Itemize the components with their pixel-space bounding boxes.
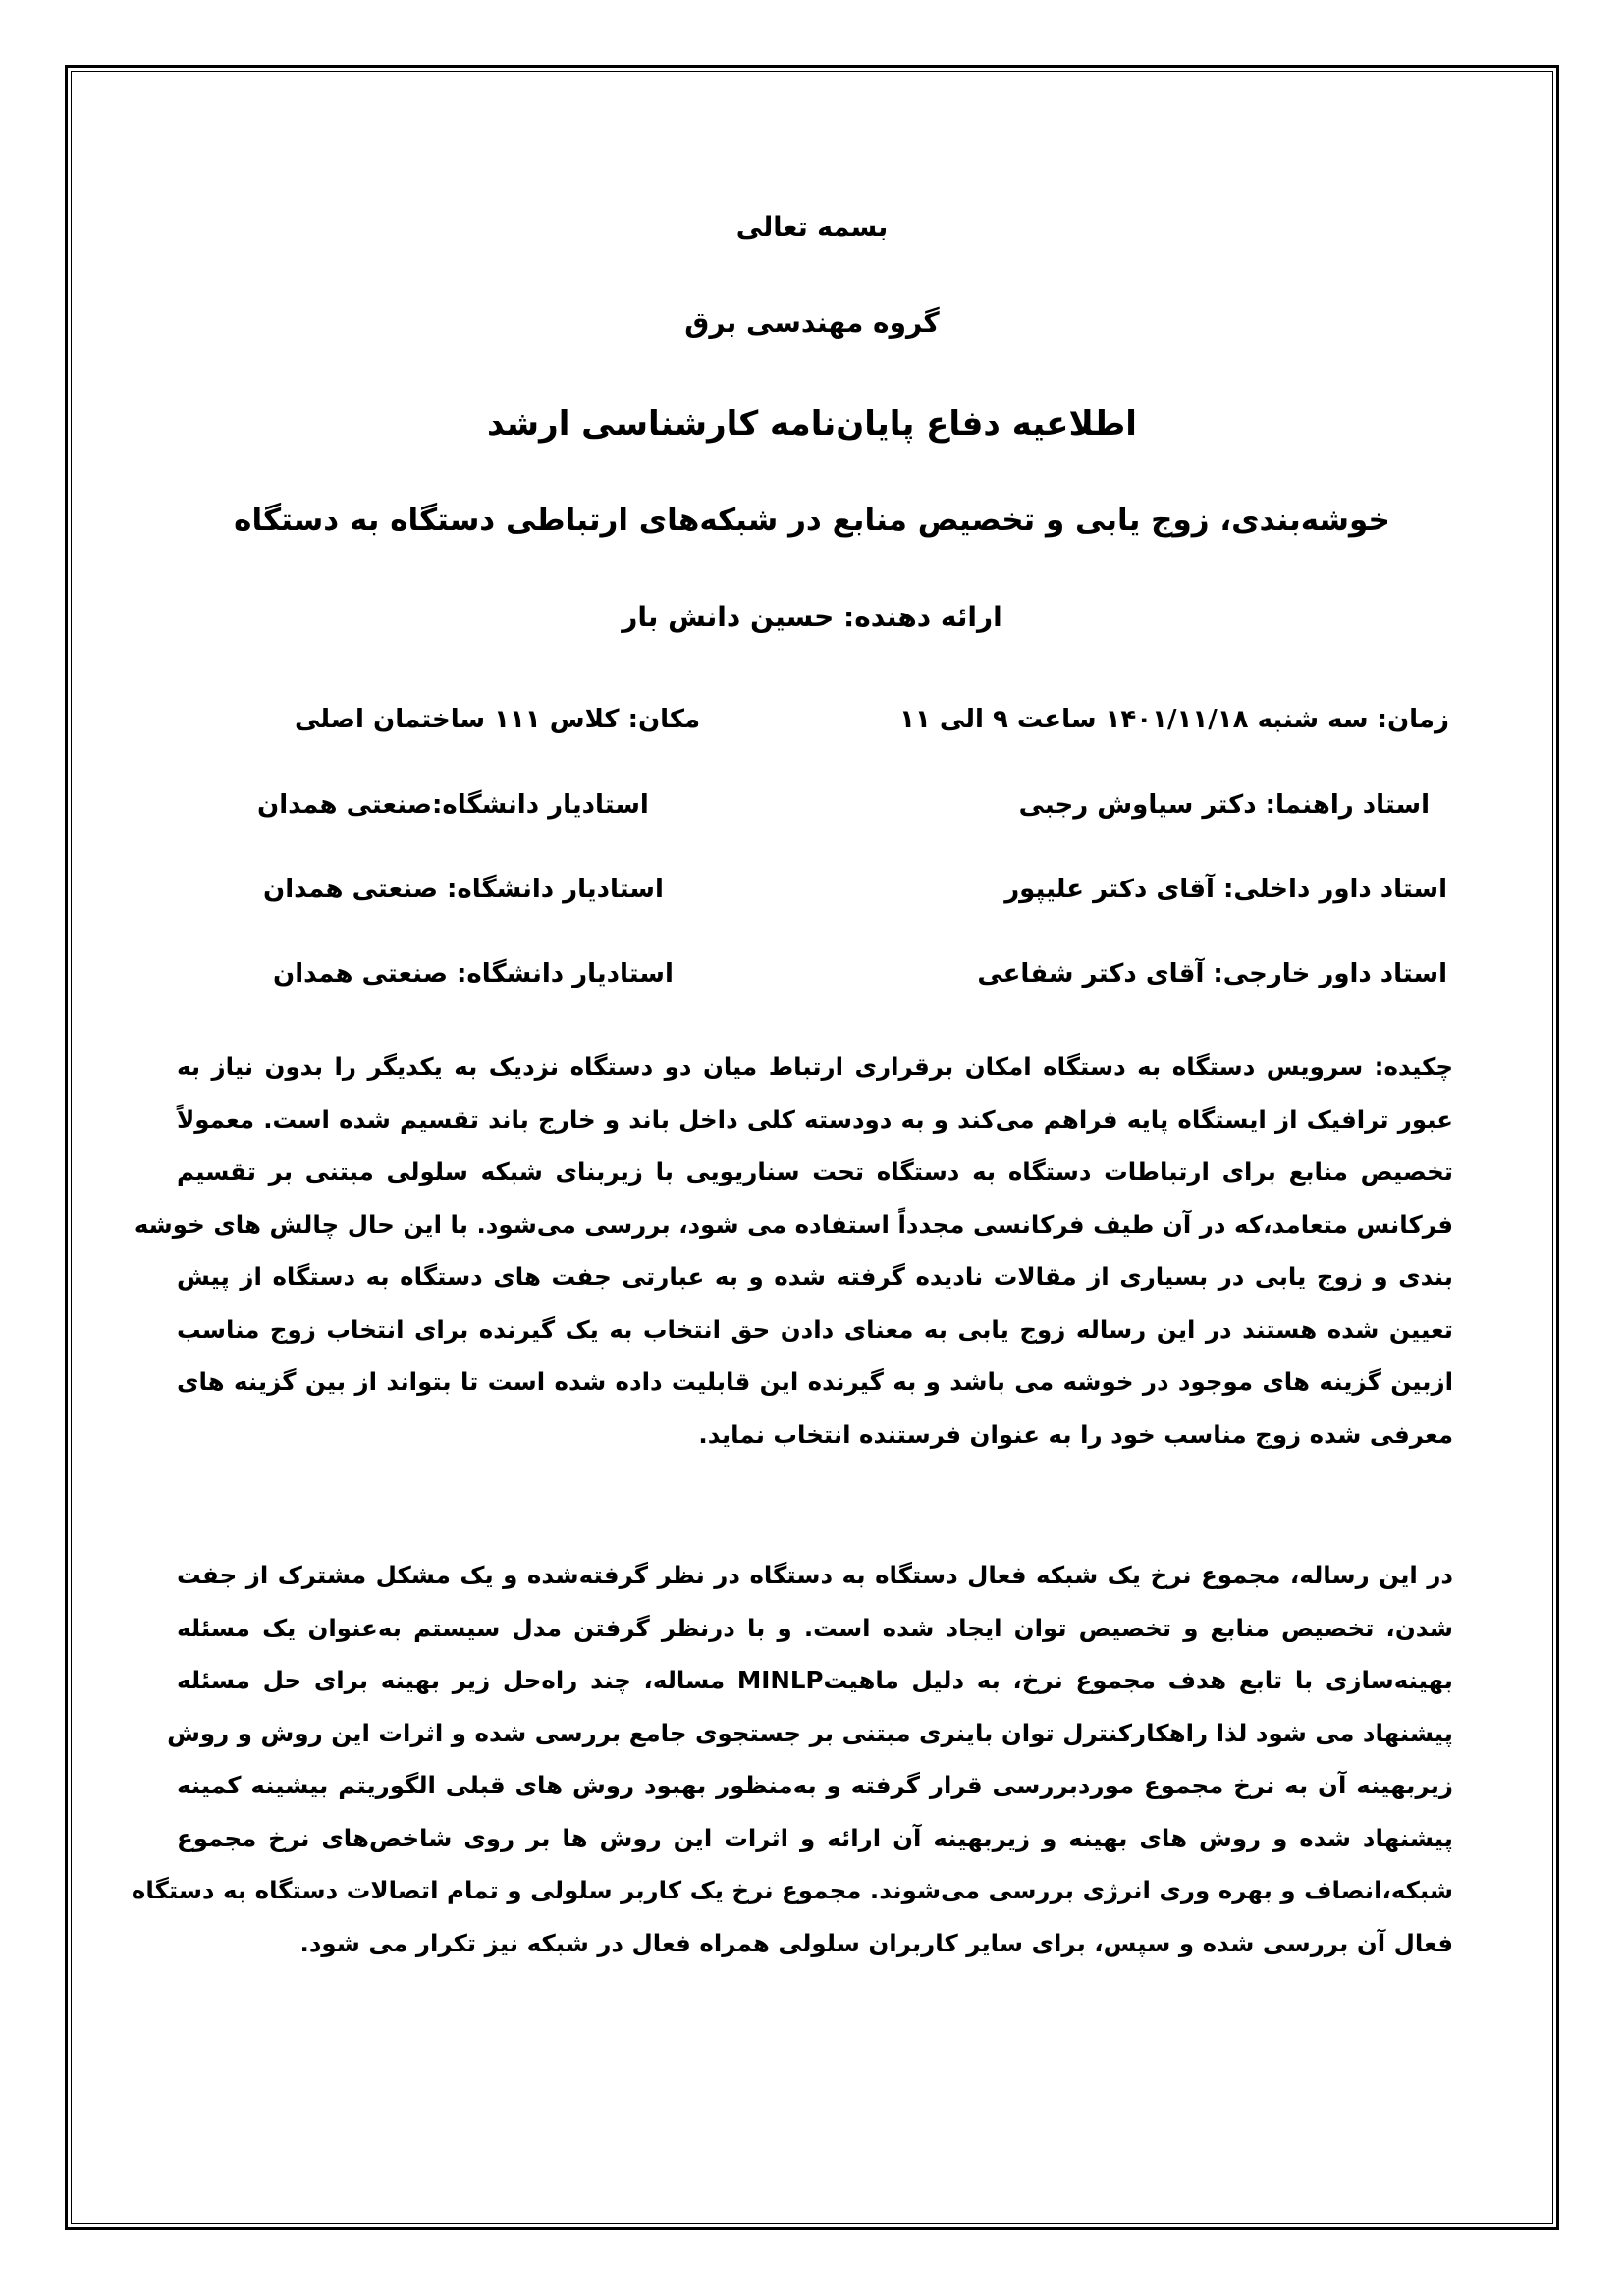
body-line: شدن، تخصیص منابع و تخصیص توان ایجاد شده است. و با درنظر گرفتن مدل سیستم به‌عنوان یک مسئله bbox=[177, 1613, 1453, 1642]
body-line: فعال آن بررسی شده و سپس، برای سایر کاربران سلولی همراه فعال در شبکه نیز تکرار می شود. bbox=[299, 1928, 1453, 1957]
bismillah-heading: بسمه تعالی bbox=[735, 212, 889, 242]
abstract-line: تعیین شده هستند در این رساله زوج یابی به معنای دادن حق انتخاب به یک گیرنده برای انتخاب زوج مناسب bbox=[177, 1314, 1453, 1344]
defense-location: مکان: کلاس ۱۱۱ ساختمان اصلی bbox=[295, 705, 701, 734]
internal-examiner-affiliation: استادیار دانشگاه: صنعتی همدان bbox=[263, 875, 664, 904]
abstract-line: بندی و زوج یابی در بسیاری از مقالات نادیده گرفته شده و به عبارتی جفت های دستگاه به دستگاه از پیش bbox=[177, 1262, 1453, 1291]
internal-examiner-name: استاد داور داخلی: آقای دکتر علیپور bbox=[1004, 875, 1447, 904]
body-line: پیشنهاد می شود لذا راهکارکنترل توان باینری مبتنی بر جستجوی جامع بررسی شده و اثرات این روش و روش bbox=[167, 1718, 1453, 1747]
abstract-line: چکیده: سرویس دستگاه به دستگاه امکان برقراری ارتباط میان دو دستگاه نزدیک به یکدیگر را بدون نیاز به bbox=[177, 1052, 1453, 1081]
abstract-line: معرفی شده زوج مناسب خود را به عنوان فرستنده انتخاب نماید. bbox=[698, 1419, 1453, 1449]
supervisor-name: استاد راهنما: دکتر سیاوش رجبی bbox=[1018, 790, 1430, 820]
body-paragraph bbox=[131, 1549, 1453, 1969]
abstract-line: تخصیص منابع برای ارتباطات دستگاه به دستگاه تحت سناریویی با زیربنای شبکه سلولی مبتنی بر تقسیم bbox=[177, 1157, 1453, 1186]
body-line: زیربهینه آن به نرخ مجموع موردبررسی قرار گرفته و به‌منظور بهبود روش های قبلی الگوریتم بیشینه کمینه bbox=[177, 1771, 1453, 1799]
internal-examiner-row bbox=[0, 875, 1624, 918]
abstract-line: عبور ترافیک از ایستگاه پایه فراهم می‌کند و به دودسته کلی داخل باند و خارج باند تقسیم شده است. معمولاً bbox=[177, 1104, 1453, 1134]
body-line: شبکه،انصاف و بهره وری انرژی بررسی می‌شوند. مجموع نرخ یک کاربر سلولی و تمام اتصالات دستگاه به دستگاه bbox=[131, 1876, 1453, 1904]
presenter-name: ارائه دهنده: حسین دانش بار bbox=[622, 601, 1002, 633]
abstract-line: ازبین گزینه های موجود در خوشه می باشد و به گیرنده این قابلیت داده شده است تا بتواند از بین گزینه های bbox=[177, 1367, 1453, 1396]
abstract-paragraph bbox=[134, 1041, 1453, 1461]
body-line: بهینه‌سازی با تابع هدف مجموع نرخ، به دلیل ماهیتMINLP مساله، چند راه‌حل زیر بهینه برای حل مسئله bbox=[177, 1666, 1453, 1694]
body-line: در این رساله، مجموع نرخ یک شبکه فعال دستگاه به دستگاه در نظر گرفته‌شده و یک مشکل مشترک از جفت bbox=[177, 1561, 1453, 1589]
department-name: گروه مهندسی برق bbox=[684, 306, 940, 339]
body-line: پیشنهاد شده و روش های بهینه و زیربهینه آن ارائه و اثرات این روش ها بر روی شاخص‌های نرخ مجموع bbox=[177, 1823, 1453, 1852]
external-examiner-name: استاد داور خارجی: آقای دکتر شفاعی bbox=[977, 959, 1447, 988]
supervisor-affiliation: استادیار دانشگاه:صنعتی همدان bbox=[257, 790, 649, 820]
page-title: اطلاعیه دفاع پایان‌نامه کارشناسی ارشد bbox=[487, 404, 1137, 444]
abstract-line: فرکانس متعامد،که در آن طیف فرکانسی مجدداً استفاده می شود، بررسی می‌شود. با این حال چالش های خوشه bbox=[134, 1209, 1453, 1239]
thesis-title: خوشه‌بندی، زوج یابی و تخصیص منابع در شبکه‌های ارتباطی دستگاه به دستگاه bbox=[234, 503, 1390, 538]
supervisor-row bbox=[0, 790, 1624, 833]
external-examiner-affiliation: استادیار دانشگاه: صنعتی همدان bbox=[273, 959, 674, 988]
external-examiner-row bbox=[0, 959, 1624, 1002]
defense-time: زمان: سه شنبه ۱۴۰۱/۱۱/۱۸ ساعت ۹ الی ۱۱ bbox=[899, 705, 1449, 734]
time-location-row bbox=[0, 705, 1624, 748]
